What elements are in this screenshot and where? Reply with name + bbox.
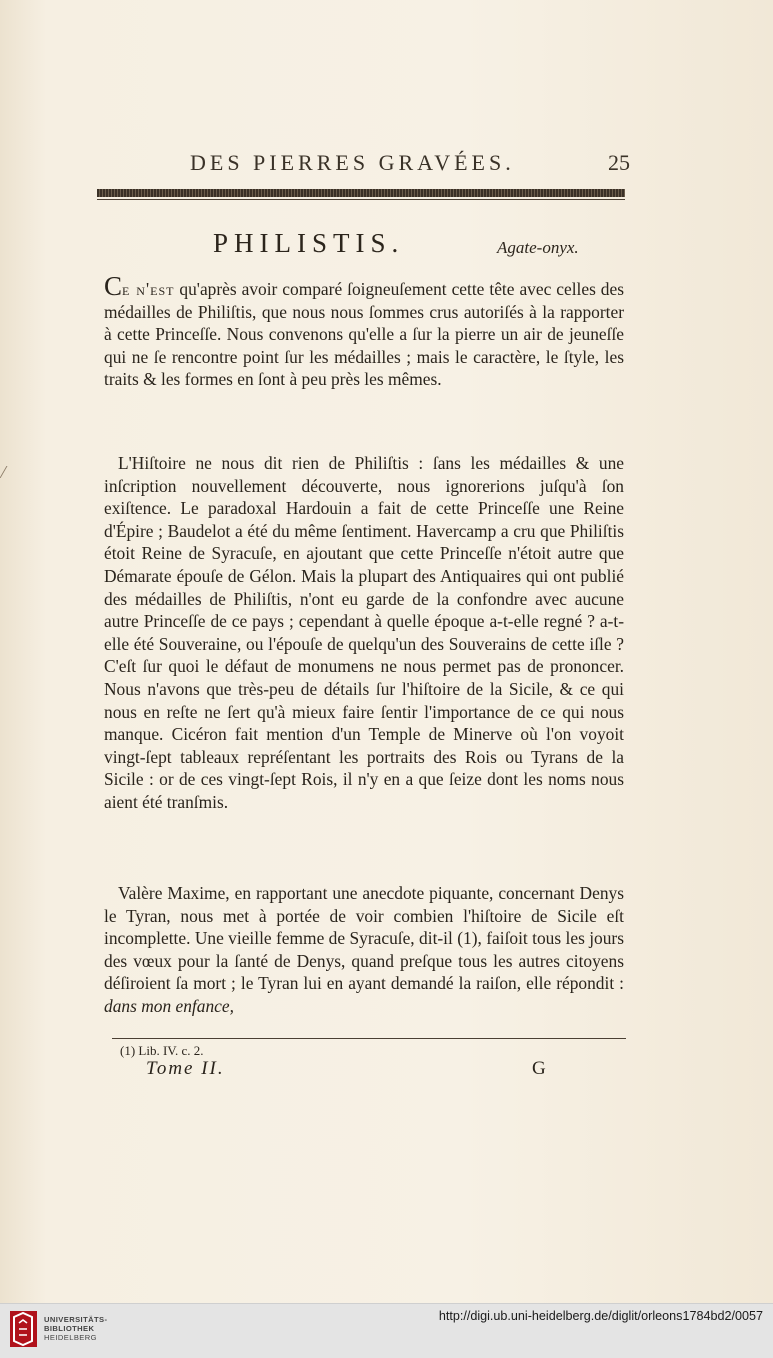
small-caps-opening: e n'est <box>122 279 175 299</box>
running-head-title: DES PIERRES GRAVÉES. <box>190 150 515 175</box>
footnote: (1) Lib. IV. c. 2. <box>120 1043 204 1058</box>
volume-signature: Tome II. <box>146 1058 225 1079</box>
paragraph-3-text: Valère Maxime, en rapportant une anecdote piquante, concernant Denys le Tyran, nous met à portée de voir combien l'hiſtoire de Sicile eſt incomplette. Une vieille femme de Syracuſe, dit-il (1), faiſoit tous les jours des vœux pour la ſanté de Denys, quand preſque tous les autres citoyens déſiroient ſa mort ; le Tyran lui en ayant demandé la raiſon, elle répondit : <box>104 883 624 994</box>
paragraph-1-text: qu'après avoir comparé ſoigneuſement cette tête avec celles des médailles de Philiſtis, que nous nous ſommes crus autoriſés à la rapporter à cette Princeſſe. Nous convenons qu'elle a ſur la pierre un air de jeuneſſe qui ne ſe rencontre point ſur les médailles ; mais le caractère, le ſtyle, les traits & les formes en ſont à peu près les mêmes. <box>104 279 624 390</box>
paragraph-1 <box>104 271 624 391</box>
gathering-mark: G <box>532 1058 546 1079</box>
entry-material: Agate-onyx. <box>497 238 579 257</box>
permalink-url[interactable]: http://digi.ub.uni-heidelberg.de/diglit/orleons1784bd2/0057 <box>438 1309 763 1323</box>
ornamental-rule <box>97 189 625 197</box>
library-name-line2: BIBLIOTHEK <box>44 1324 95 1333</box>
thin-rule <box>97 199 625 200</box>
footnote-rule <box>112 1038 626 1039</box>
page-number: 25 <box>608 150 630 175</box>
entry-title: PHILISTIS. <box>213 228 405 258</box>
running-head <box>190 150 630 176</box>
drop-cap: C <box>104 271 123 301</box>
library-logo-icon[interactable] <box>10 1307 37 1351</box>
paragraph-3 <box>104 882 624 1018</box>
margin-mark <box>0 466 15 478</box>
library-name <box>44 1315 107 1342</box>
paragraph-2: L'Hiſtoire ne nous dit rien de Philiſtis : ſans les médailles & une inſcription nouvellement découverte, nous ignorerions juſqu'à ſon exiſtence. Le paradoxal Hardouin a fait de cette Princeſſe une Reine d'Épire ; Baudelot a été du même ſentiment. Havercamp a cru que Philiſtis étoit Reine de Syracuſe, en ajoutant que cette Princeſſe n'étoit autre que Démarate épouſe de Gélon. Mais la plupart des Antiquaires qui ont publié des médailles de Philiſtis, n'ont eu garde de la confondre avec aucune autre Princeſſe de ce pays ; cependant à quelle époque a-t-elle regné ? a-t-elle été Souveraine, ou l'épouſe de quelqu'un des Souverains de cette iſle ? C'eſt ſur quoi le défaut de monumens ne nous permet pas de prononcer. Nous n'avons que très-peu de détails ſur l'hiſtoire de la Sicile, & ce qui nous en reſte ne ſert qu'à mieux faire ſentir l'importance de ce qui nous manque. Cicéron fait mention d'un Temple de Minerve où l'on voyoit vingt-ſept tableaux repréſentant les portraits des Rois ou Tyrans de la Sicile : or de ces vingt-ſept Rois, il n'y en a que ſeize dont les noms nous aient été tranſmis. <box>104 453 624 812</box>
library-name-line1: UNIVERSITÄTS- <box>44 1315 108 1324</box>
library-name-line3: HEIDELBERG <box>44 1333 97 1342</box>
paragraph-3-italic: dans mon enfance, <box>104 995 234 1016</box>
